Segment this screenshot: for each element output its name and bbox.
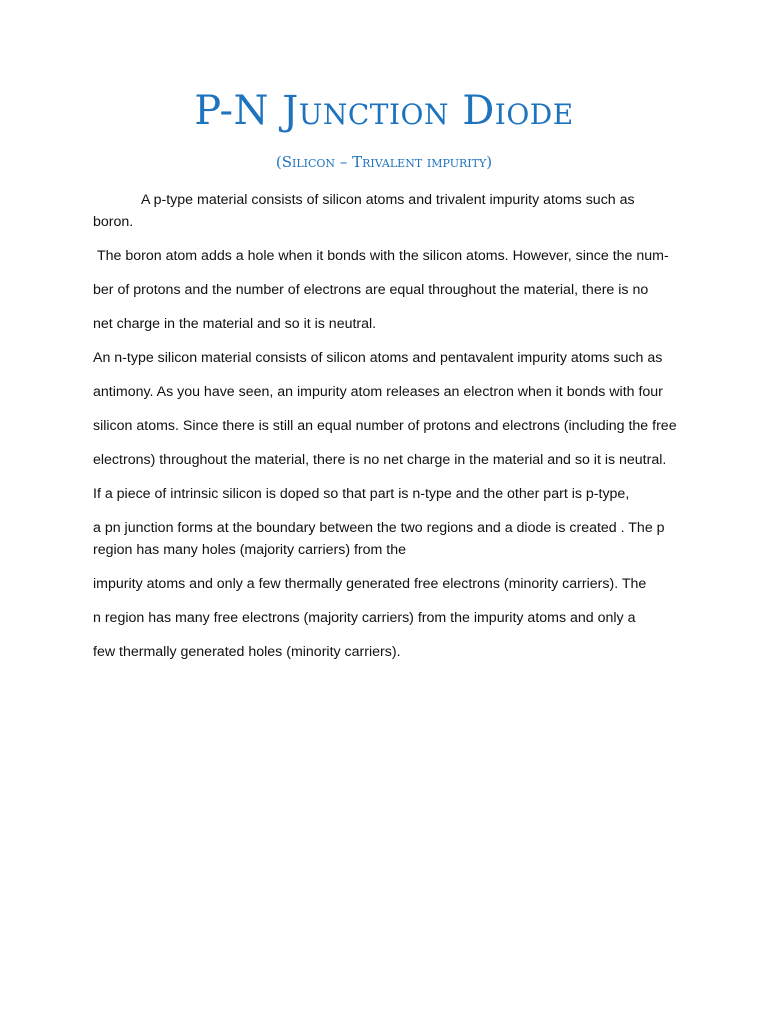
paragraph: net charge in the material and so it is neutral. [93, 316, 377, 332]
paragraph: An n-type silicon material consists of silicon atoms and pentavalent impurity atoms such as [93, 350, 663, 366]
paragraph: The boron atom adds a hole when it bonds with the silicon atoms. However, since the num- [93, 248, 669, 264]
paragraph: impurity atoms and only a few thermally generated free electrons (minority carriers). The [93, 576, 647, 592]
paragraph: If a piece of intrinsic silicon is doped so that part is n-type and the other part is p-type, [93, 486, 630, 502]
paragraph: ber of protons and the number of electrons are equal throughout the material, there is no [93, 282, 649, 298]
paragraph [93, 189, 678, 233]
paragraph: silicon atoms. Since there is still an equal number of protons and electrons (including the free [93, 418, 677, 434]
paragraph: n region has many free electrons (majority carriers) from the impurity atoms and only a [93, 610, 636, 626]
paragraph: electrons) throughout the material, there is no net charge in the material and so it is neutral. [93, 452, 667, 468]
document-body [93, 189, 678, 675]
paragraph: a pn junction forms at the boundary between the two regions and a diode is created . The p region has many holes (majority carriers) from the [93, 520, 665, 558]
paragraph: antimony. As you have seen, an impurity atom releases an electron when it bonds with four [93, 384, 663, 400]
paragraph-text: A p-type material consists of silicon atoms and trivalent impurity atoms such as boron. [93, 192, 635, 230]
page-subtitle: (Silicon – Trivalent impurity) [275, 153, 493, 171]
paragraph: few thermally generated holes (minority carriers). [93, 644, 401, 660]
page-title: P-N Junction Diode [194, 88, 574, 134]
